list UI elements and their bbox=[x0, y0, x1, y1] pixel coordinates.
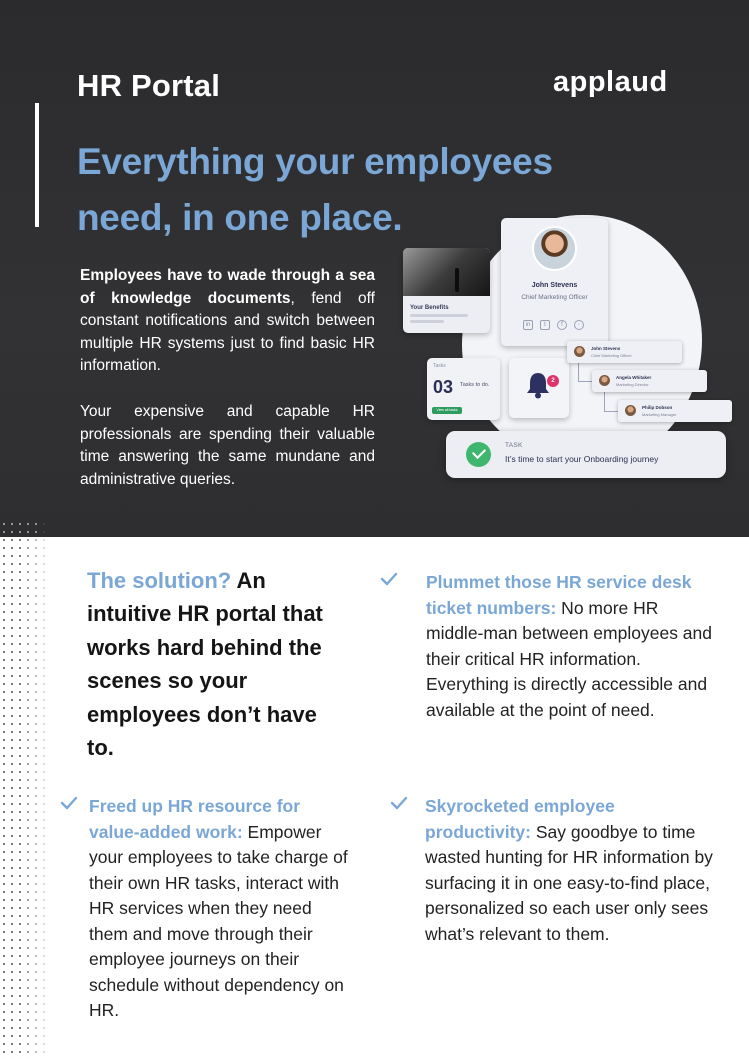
bell-icon bbox=[525, 371, 551, 399]
view-tasks-button: View all tasks bbox=[432, 407, 462, 414]
tasks-sub: Tasks to do. bbox=[460, 382, 490, 388]
solution-highlight: The solution? bbox=[87, 568, 232, 593]
check-circle-icon bbox=[466, 442, 491, 467]
org-person-name: Angela Whitaker bbox=[616, 375, 652, 380]
org-connector bbox=[604, 392, 605, 411]
avatar bbox=[625, 405, 636, 416]
solution-rest: An intuitive HR portal that works hard behind the scenes so your employees don’t have to. bbox=[87, 568, 323, 761]
org-person-name: Philip Dobson bbox=[642, 405, 673, 410]
benefits-line bbox=[410, 314, 468, 317]
notification-card bbox=[509, 358, 569, 418]
feature-lead: Plummet those HR service desk ticket numbers: bbox=[426, 572, 692, 618]
headline-line-1: Everything your employees bbox=[77, 141, 553, 182]
feature-text bbox=[426, 570, 716, 723]
org-person-name: John Stevens bbox=[591, 346, 621, 351]
checkmark-icon bbox=[380, 572, 398, 586]
intro-rest: , fend off constant notifications and switch between multiple HR systems just to find basic HR information. bbox=[80, 289, 375, 375]
checkmark-icon bbox=[60, 796, 78, 810]
notification-badge: 2 bbox=[547, 375, 559, 387]
feature-body: No more HR middle-man between employees and their critical HR information. Everything is directly accessible and available at the point of need. bbox=[426, 597, 712, 720]
checkmark-icon bbox=[390, 796, 408, 810]
task-text: It’s time to start your Onboarding journey bbox=[505, 454, 659, 464]
tasks-label: Tasks bbox=[433, 363, 446, 369]
org-person-role: Marketing Director bbox=[616, 382, 649, 387]
org-person bbox=[567, 341, 682, 363]
avatar bbox=[599, 375, 610, 386]
org-person bbox=[592, 370, 707, 392]
task-banner bbox=[446, 431, 726, 478]
social-icons bbox=[523, 320, 584, 330]
dot-pattern bbox=[0, 520, 46, 1059]
task-tag: TASK bbox=[505, 442, 523, 449]
org-person-role: Chief Marketing Officer bbox=[591, 353, 632, 358]
instagram-icon: ◦ bbox=[574, 320, 584, 330]
facebook-icon: f bbox=[557, 320, 567, 330]
dot-pattern bbox=[0, 520, 40, 538]
org-person-role: Marketing Manager bbox=[642, 412, 677, 417]
feature-body: Empower your employees to take charge of their own HR tasks, interact with HR services when they need them and move through their employee journeys on their schedule without dependency on HR. bbox=[89, 821, 348, 1020]
avatar bbox=[574, 346, 585, 357]
profile-role: Chief Marketing Officer bbox=[521, 294, 588, 301]
benefits-label: Your Benefits bbox=[410, 305, 449, 311]
feature-body: Say goodbye to time wasted hunting for HR information by surfacing it in one easy-to-find place, personalized so each user only sees what’s relevant to them. bbox=[425, 821, 713, 944]
benefits-line bbox=[410, 320, 444, 323]
feature-lead: Freed up HR resource for value-added work: bbox=[89, 796, 301, 842]
headline-line-2: need, in one place. bbox=[77, 197, 403, 238]
org-connector bbox=[578, 363, 579, 382]
linkedin-icon: in bbox=[523, 320, 533, 330]
feature-text bbox=[89, 794, 351, 1024]
accent-bar bbox=[35, 103, 39, 227]
intro-paragraph-2: Your expensive and capable HR professionals are spending their valuable time answering the same mundane and administrative queries. bbox=[80, 403, 375, 488]
org-connector bbox=[578, 381, 592, 382]
avatar bbox=[532, 226, 577, 271]
benefits-photo bbox=[403, 248, 490, 296]
page-title: HR Portal bbox=[77, 68, 221, 103]
solution-statement bbox=[87, 564, 327, 764]
feature-lead: Skyrocketed employee productivity: bbox=[425, 796, 615, 842]
tasks-count: 03 bbox=[433, 377, 454, 397]
tasks-card bbox=[427, 358, 500, 420]
org-person bbox=[618, 400, 732, 422]
applaud-logo: applaud bbox=[553, 66, 668, 98]
profile-name: John Stevens bbox=[531, 282, 578, 289]
feature-text bbox=[425, 794, 715, 947]
benefits-card bbox=[403, 248, 490, 333]
profile-card bbox=[501, 218, 608, 346]
twitter-icon: t bbox=[540, 320, 550, 330]
intro-paragraph-1 bbox=[80, 265, 375, 378]
intro-bold: Employees have to wade through a sea of knowledge documents bbox=[80, 267, 375, 307]
org-connector bbox=[604, 411, 618, 412]
